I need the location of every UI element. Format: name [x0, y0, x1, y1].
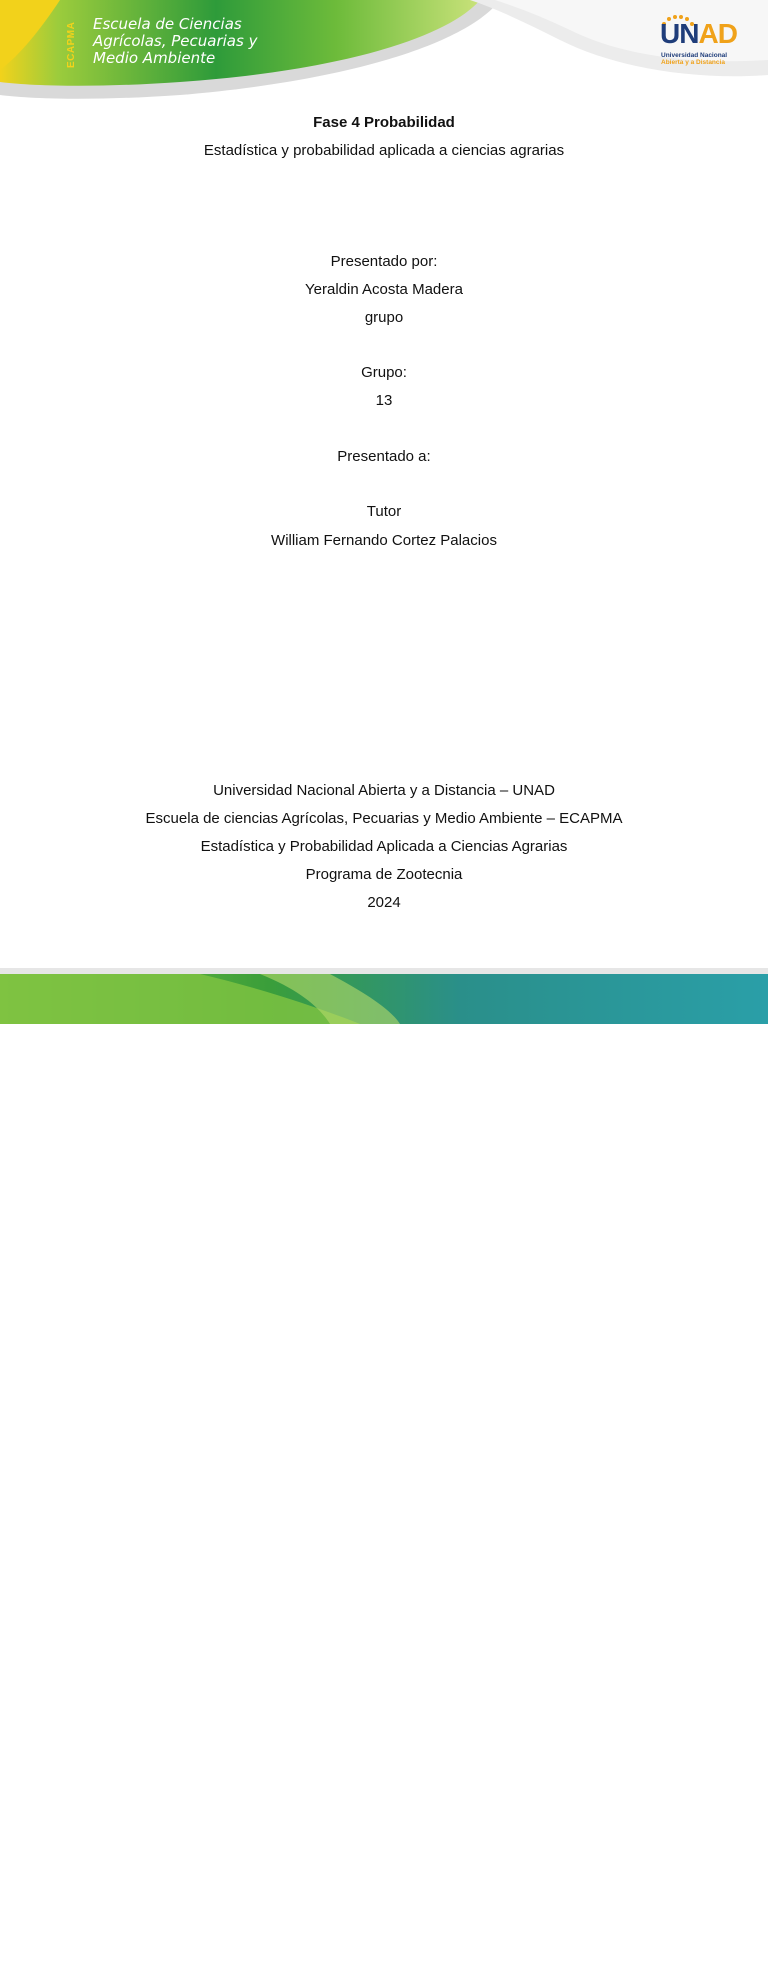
group-label: Grupo: [361, 364, 407, 381]
logo-letter-u: U [660, 18, 680, 49]
program-name: Programa de Zootecnia [305, 866, 463, 883]
tutor-name: William Fernando Cortez Palacios [271, 532, 497, 549]
year: 2024 [367, 894, 401, 911]
presented-by-label: Presentado por: [330, 253, 438, 270]
school-name-line-2: Agrícolas, Pecuarias y [93, 32, 258, 50]
document-subtitle: Estadística y probabilidad aplicada a ciencias agrarias [203, 142, 565, 159]
unad-logo [660, 14, 742, 74]
footer-banner-graphic [0, 968, 768, 1024]
document-title: Fase 4 Probabilidad [313, 114, 455, 131]
group-word: grupo [364, 309, 404, 326]
group-number: 13 [375, 392, 393, 409]
logo-letter-n: N [679, 18, 699, 49]
copyright-notice-left: Prohibida su reproducción y copia sin autorización de la UNAD. [418, 1961, 626, 1977]
copyright-notice-right: UNAD © 2020 derechos reservados. [628, 1961, 754, 1977]
page-header [0, 0, 768, 120]
logo-subtitle-1: Universidad Nacional [661, 52, 728, 59]
presented-to-label: Presentado a: [337, 448, 431, 465]
logo-subtitle-2: Abierta y a Distancia [661, 59, 725, 66]
logo-wordmark [660, 18, 737, 50]
school-name-line-3: Medio Ambiente [93, 49, 216, 67]
tutor-label: Tutor [366, 503, 402, 520]
school-full-name: Escuela de ciencias Agrícolas, Pecuarias y Medio Ambiente – ECAPMA [145, 810, 623, 827]
author-name: Yeraldin Acosta Madera [305, 281, 463, 298]
page-footer [0, 968, 768, 1972]
school-name-line-1: Escuela de Ciencias [93, 15, 242, 33]
course-name: Estadística y Probabilidad Aplicada a Ciencias Agrarias [200, 838, 568, 855]
ecapma-vertical-label: ECAPMA [66, 21, 77, 68]
school-name [93, 16, 257, 67]
logo-letters-ad: AD [698, 18, 737, 49]
institution-name: Universidad Nacional Abierta y a Distancia – UNAD [213, 782, 555, 799]
